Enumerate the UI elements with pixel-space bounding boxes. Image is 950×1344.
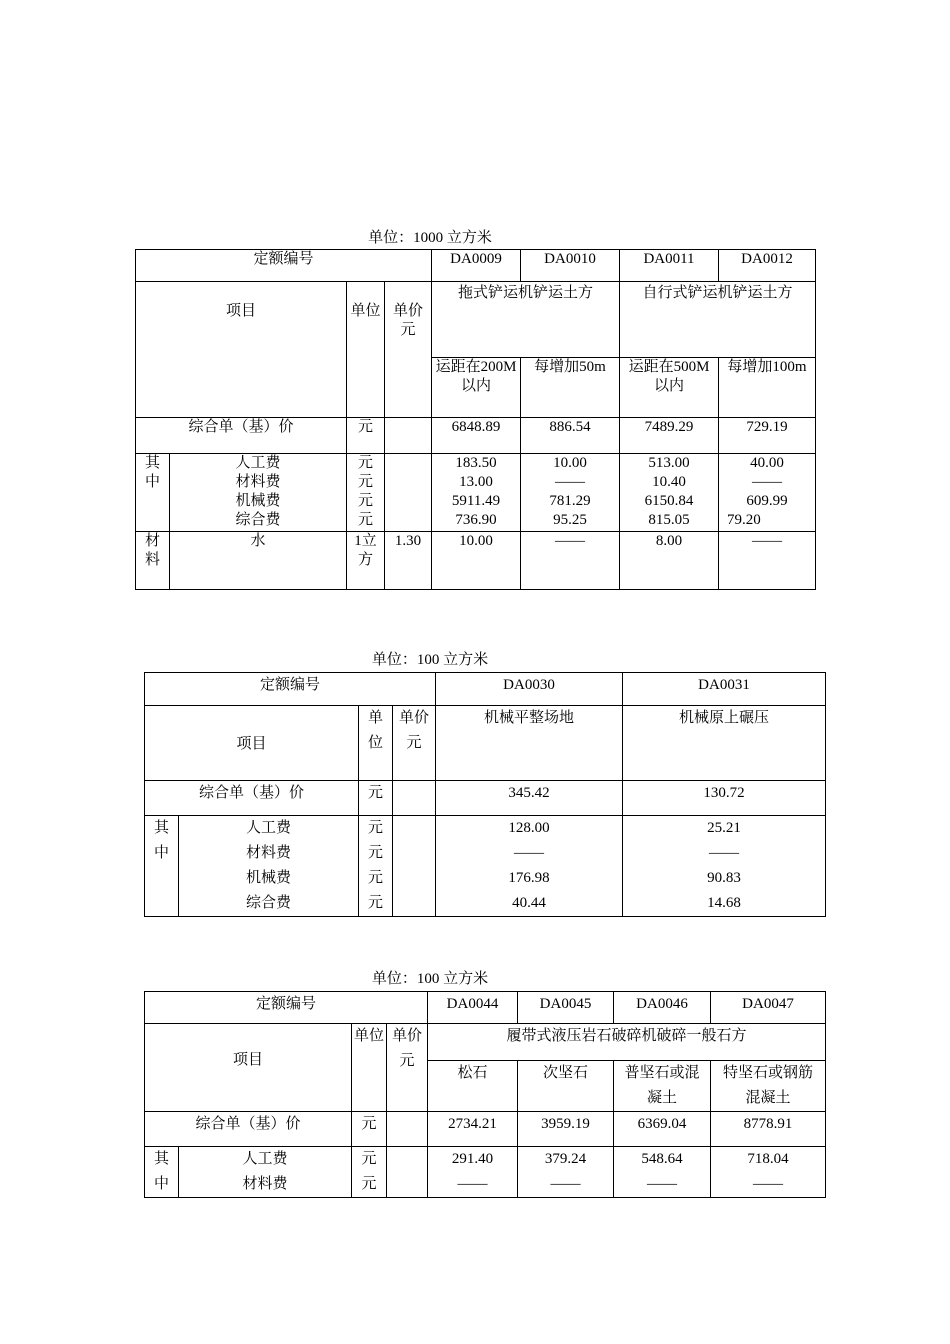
- breakdown-label: 其中: [136, 454, 170, 532]
- cost-value: 379.24: [544, 1151, 587, 1167]
- cost-unit: 元: [361, 1176, 377, 1192]
- cost-value: 10.00: [553, 455, 587, 471]
- cost-value: 40.00: [750, 455, 784, 471]
- breakdown-names: [170, 454, 347, 532]
- cost-value: 25.21: [707, 820, 741, 836]
- cost-unit: 元: [357, 455, 373, 471]
- quota-table-2: [144, 672, 826, 917]
- empty-cell: [393, 816, 436, 917]
- total-value: 345.42: [436, 781, 623, 816]
- price-col-label: 单价元: [393, 706, 436, 781]
- cost-value: 79.20: [727, 512, 761, 528]
- cost-name: 材料费: [235, 474, 281, 490]
- cost-value: ——: [752, 474, 783, 490]
- quota-code: DA0011: [620, 250, 719, 282]
- cost-values-col: [432, 454, 521, 532]
- cost-value: 548.64: [641, 1151, 683, 1167]
- cost-value: ——: [709, 845, 740, 861]
- cost-value: 6150.84: [644, 493, 694, 509]
- subheading: 次坚石: [518, 1061, 614, 1112]
- table1-unit: 单位：1000 立方米: [368, 230, 492, 246]
- cost-name: 机械费: [235, 493, 281, 509]
- group-heading: 履带式液压岩石破碎机破碎一般石方: [428, 1024, 826, 1061]
- material-value: ——: [521, 532, 620, 590]
- breakdown-names: [179, 816, 359, 917]
- material-value: ——: [719, 532, 816, 590]
- cost-unit: 元: [367, 820, 383, 836]
- cost-values-col: [719, 454, 816, 532]
- cost-unit: 元: [361, 1151, 377, 1167]
- quota-code: DA0044: [428, 992, 518, 1024]
- code-label: 定额编号: [136, 250, 432, 282]
- group-heading: 机械平整场地: [436, 706, 623, 781]
- breakdown-units: [352, 1147, 387, 1198]
- item-label: 项目: [136, 282, 347, 418]
- quota-code: DA0047: [711, 992, 826, 1024]
- group-heading: 拖式铲运机铲运土方: [432, 282, 620, 358]
- cost-unit: 元: [357, 512, 373, 528]
- cost-name: 综合费: [245, 895, 291, 911]
- cost-value: 10.40: [652, 474, 686, 490]
- item-label: 项目: [145, 706, 359, 781]
- unit-col-label: 单位: [347, 282, 385, 418]
- cost-value: 736.90: [455, 512, 497, 528]
- material-value: 8.00: [620, 532, 719, 590]
- empty-cell: [393, 781, 436, 816]
- quota-code: DA0031: [623, 673, 826, 706]
- subheading: 运距在200M 以内: [432, 358, 521, 418]
- total-value: 6848.89: [432, 418, 521, 454]
- cost-value: ——: [647, 1176, 678, 1192]
- subheading: 普坚石或混凝土: [614, 1061, 711, 1112]
- breakdown-label: 其中: [145, 1147, 179, 1198]
- cost-name: 人工费: [242, 1151, 288, 1167]
- cost-value: 718.04: [747, 1151, 789, 1167]
- cost-value: 815.05: [648, 512, 690, 528]
- quota-code: DA0009: [432, 250, 521, 282]
- cost-value: 13.00: [459, 474, 493, 490]
- price-col-label: 单价元: [385, 282, 432, 418]
- cost-unit: 元: [367, 895, 383, 911]
- total-label: 综合单（基）价: [145, 1112, 352, 1147]
- cost-value: ——: [457, 1176, 488, 1192]
- cost-values-col: [518, 1147, 614, 1198]
- subheading: 特坚石或钢筋混凝土: [711, 1061, 826, 1112]
- cost-values-col: [623, 816, 826, 917]
- cost-value: ——: [753, 1176, 784, 1192]
- cost-name: 人工费: [235, 455, 281, 471]
- quota-code: DA0045: [518, 992, 614, 1024]
- cost-unit: 元: [357, 474, 373, 490]
- total-value: 7489.29: [620, 418, 719, 454]
- cost-name: 人工费: [245, 820, 291, 836]
- table3-unit: 单位：100 立方米: [371, 971, 489, 987]
- empty-cell: [387, 1147, 428, 1198]
- total-unit: 元: [347, 418, 385, 454]
- quota-table-1: [135, 249, 816, 590]
- item-label: 项目: [145, 1024, 352, 1112]
- total-value: 886.54: [521, 418, 620, 454]
- material-unit: 1立方: [347, 532, 385, 590]
- cost-value: 176.98: [508, 870, 550, 886]
- cost-name: 综合费: [235, 512, 281, 528]
- cost-value: 40.44: [512, 895, 546, 911]
- cost-values-col: [436, 816, 623, 917]
- code-label: 定额编号: [145, 673, 436, 706]
- cost-value: 781.29: [549, 493, 591, 509]
- cost-unit: 元: [367, 870, 383, 886]
- cost-name: 材料费: [242, 1176, 288, 1192]
- cost-value: ——: [550, 1176, 581, 1192]
- cost-value: 609.99: [746, 493, 788, 509]
- cost-value: 291.40: [451, 1151, 494, 1167]
- material-label: 材料: [136, 532, 170, 590]
- price-col-label: 单价元: [387, 1024, 428, 1112]
- cost-value: 5911.49: [451, 493, 501, 509]
- material-value: 10.00: [432, 532, 521, 590]
- quota-code: DA0046: [614, 992, 711, 1024]
- total-unit: 元: [352, 1112, 387, 1147]
- total-value: 2734.21: [428, 1112, 518, 1147]
- total-value: 130.72: [623, 781, 826, 816]
- total-value: 6369.04: [614, 1112, 711, 1147]
- cost-values-col: [711, 1147, 826, 1198]
- unit-col-label: 单位: [352, 1024, 387, 1112]
- total-label: 综合单（基）价: [145, 781, 359, 816]
- total-value: 8778.91: [711, 1112, 826, 1147]
- material-name: 水: [170, 532, 347, 590]
- total-label: 综合单（基）价: [136, 418, 347, 454]
- cost-name: 材料费: [245, 845, 291, 861]
- total-value: 729.19: [719, 418, 816, 454]
- code-label: 定额编号: [145, 992, 428, 1024]
- cost-value: 95.25: [553, 512, 587, 528]
- material-price: 1.30: [385, 532, 432, 590]
- breakdown-label: 其中: [145, 816, 179, 917]
- subheading: 每增加100m: [719, 358, 816, 418]
- group-heading: 自行式铲运机铲运土方: [620, 282, 816, 358]
- cost-name: 机械费: [245, 870, 291, 886]
- cost-value: 14.68: [707, 895, 741, 911]
- quota-code: DA0012: [719, 250, 816, 282]
- empty-cell: [385, 418, 432, 454]
- cost-unit: 元: [367, 845, 383, 861]
- total-unit: 元: [359, 781, 393, 816]
- breakdown-names: [179, 1147, 352, 1198]
- breakdown-units: [347, 454, 385, 532]
- cost-value: 183.50: [455, 455, 497, 471]
- subheading: 松石: [428, 1061, 518, 1112]
- cost-values-col: [620, 454, 719, 532]
- subheading: 每增加50m: [521, 358, 620, 418]
- cost-value: ——: [555, 474, 586, 490]
- cost-values-col: [521, 454, 620, 532]
- breakdown-units: [359, 816, 393, 917]
- cost-values-col: [428, 1147, 518, 1198]
- total-value: 3959.19: [518, 1112, 614, 1147]
- cost-value: 90.83: [707, 870, 741, 886]
- cost-value: 128.00: [508, 820, 550, 836]
- cost-value: 513.00: [648, 455, 690, 471]
- cost-unit: 元: [357, 493, 373, 509]
- quota-table-3: [144, 991, 826, 1198]
- empty-cell: [385, 454, 432, 532]
- group-heading: 机械原上碾压: [623, 706, 826, 781]
- subheading: 运距在500M 以内: [620, 358, 719, 418]
- empty-cell: [387, 1112, 428, 1147]
- quota-code: DA0030: [436, 673, 623, 706]
- quota-code: DA0010: [521, 250, 620, 282]
- unit-col-label: 单位: [359, 706, 393, 781]
- cost-values-col: [614, 1147, 711, 1198]
- cost-value: ——: [514, 845, 545, 861]
- table2-unit: 单位：100 立方米: [371, 652, 489, 668]
